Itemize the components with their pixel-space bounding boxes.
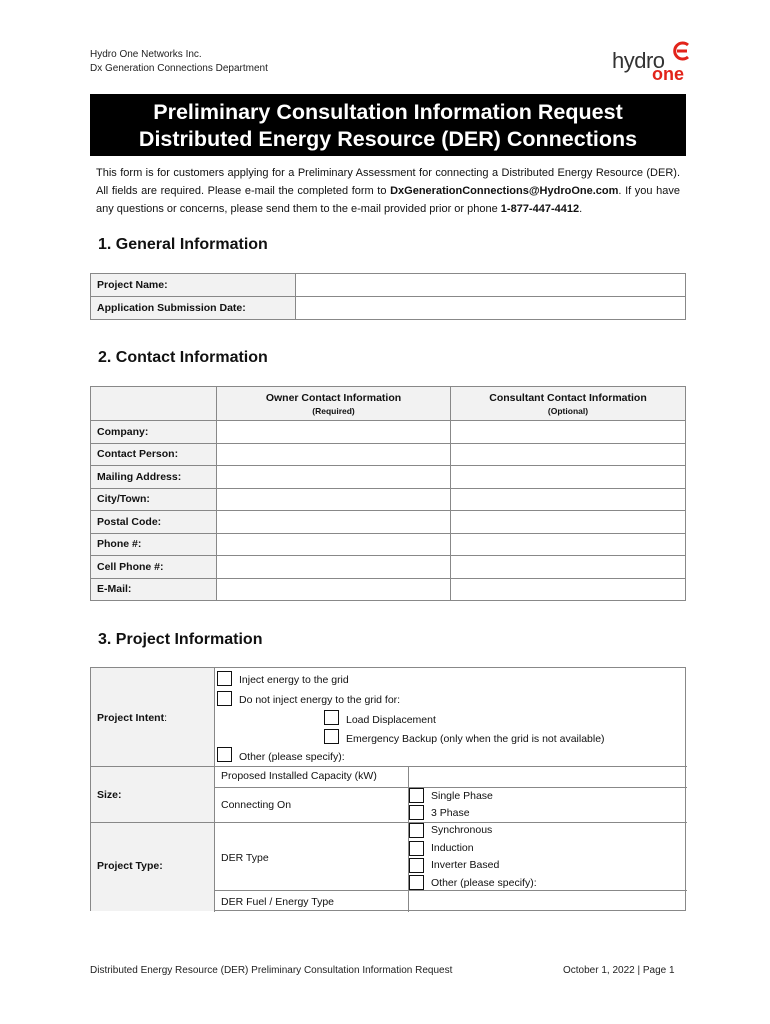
type-other-label: Other (please specify): bbox=[431, 877, 537, 889]
form-title-line2: Distributed Energy Resource (DER) Connections bbox=[138, 127, 638, 151]
table-row bbox=[91, 466, 686, 489]
org-department: Dx Generation Connections Department bbox=[90, 63, 268, 74]
cell-phone-label: Cell Phone #: bbox=[91, 556, 217, 579]
general-information-table bbox=[90, 273, 686, 320]
divider bbox=[214, 668, 215, 912]
organization-header bbox=[90, 48, 268, 76]
section-general-information-title: 1. General Information bbox=[98, 236, 268, 253]
consultant-contact-person-field[interactable] bbox=[451, 443, 686, 466]
owner-contact-person-field[interactable] bbox=[217, 443, 451, 466]
project-type-label: Project Type: bbox=[97, 860, 163, 872]
city-town-label: City/Town: bbox=[91, 488, 217, 511]
load-displacement-label: Load Displacement bbox=[346, 714, 436, 726]
hydro-one-logo bbox=[612, 40, 692, 84]
three-phase-checkbox[interactable] bbox=[409, 805, 424, 820]
emergency-backup-checkbox[interactable] bbox=[324, 729, 339, 744]
submission-date-label: Application Submission Date: bbox=[91, 297, 296, 320]
intro-paragraph bbox=[96, 164, 680, 218]
der-type-label: DER Type bbox=[221, 852, 269, 864]
table-header-row bbox=[91, 387, 686, 421]
owner-email-field[interactable] bbox=[217, 578, 451, 601]
size-label: Size: bbox=[97, 789, 122, 801]
synchronous-checkbox[interactable] bbox=[409, 823, 424, 838]
project-name-field[interactable] bbox=[296, 274, 686, 297]
consultant-mailing-address-field[interactable] bbox=[451, 466, 686, 489]
contact-information-table bbox=[90, 386, 686, 601]
logo-text-one: one bbox=[652, 64, 685, 84]
email-label: E-Mail: bbox=[91, 578, 217, 601]
form-title-line1: Preliminary Consultation Information Request bbox=[153, 100, 623, 124]
owner-company-field[interactable] bbox=[217, 421, 451, 444]
postal-code-label: Postal Code: bbox=[91, 511, 217, 534]
footer-date-page: October 1, 2022 | Page 1 bbox=[563, 965, 675, 976]
table-row bbox=[91, 274, 686, 297]
induction-checkbox[interactable] bbox=[409, 841, 424, 856]
intro-text: This form is for customers applying for a Preliminary Assessment for connecting a Distributed Energy Resource (DER). All fields are required. Please e-mail the completed form to bbox=[96, 167, 680, 197]
inverter-based-checkbox[interactable] bbox=[409, 858, 424, 873]
capacity-field[interactable] bbox=[409, 767, 686, 787]
der-fuel-field[interactable] bbox=[409, 891, 686, 911]
table-row bbox=[91, 511, 686, 534]
synchronous-label: Synchronous bbox=[431, 824, 493, 836]
owner-mailing-address-field[interactable] bbox=[217, 466, 451, 489]
logo-mark-icon bbox=[670, 40, 692, 62]
table-row bbox=[91, 297, 686, 320]
section-contact-information-title: 2. Contact Information bbox=[98, 349, 268, 366]
consultant-city-field[interactable] bbox=[451, 488, 686, 511]
table-row bbox=[91, 488, 686, 511]
intro-text-3: . bbox=[579, 203, 583, 215]
contact-email-link[interactable]: DxGenerationConnections@HydroOne.com bbox=[390, 185, 619, 197]
no-inject-energy-checkbox[interactable] bbox=[217, 691, 232, 706]
table-row bbox=[91, 443, 686, 466]
emergency-backup-label: Emergency Backup (only when the grid is not available) bbox=[346, 733, 605, 745]
capacity-label: Proposed Installed Capacity (kW) bbox=[221, 770, 377, 782]
intent-other-label: Other (please specify): bbox=[239, 751, 345, 763]
consultant-company-field[interactable] bbox=[451, 421, 686, 444]
form-title-banner bbox=[90, 94, 686, 156]
consultant-cell-phone-field[interactable] bbox=[451, 556, 686, 579]
inject-energy-checkbox[interactable] bbox=[217, 671, 232, 686]
table-row bbox=[91, 556, 686, 579]
consultant-contact-header bbox=[451, 387, 686, 421]
project-name-label: Project Name: bbox=[91, 274, 296, 297]
no-inject-energy-label: Do not inject energy to the grid for: bbox=[239, 694, 401, 706]
type-other-checkbox[interactable] bbox=[409, 875, 424, 890]
project-information-table bbox=[90, 667, 686, 911]
contact-phone: 1-877-447-4412 bbox=[500, 203, 580, 215]
company-label: Company: bbox=[91, 421, 217, 444]
der-fuel-label: DER Fuel / Energy Type bbox=[221, 896, 335, 908]
divider bbox=[214, 787, 687, 788]
consultant-email-field[interactable] bbox=[451, 578, 686, 601]
intro-text-2: . If you have any questions or concerns, please send them to the e-mail provided prior or phone bbox=[96, 185, 680, 215]
owner-cell-phone-field[interactable] bbox=[217, 556, 451, 579]
org-name: Hydro One Networks Inc. bbox=[90, 49, 202, 60]
table-row bbox=[91, 578, 686, 601]
induction-label: Induction bbox=[431, 842, 474, 854]
section-project-information-title: 3. Project Information bbox=[98, 631, 263, 648]
project-intent-label: Project Intent: bbox=[97, 712, 168, 724]
owner-contact-title: Owner Contact Information bbox=[265, 391, 402, 404]
connecting-on-label: Connecting On bbox=[221, 799, 292, 811]
header-blank-cell bbox=[91, 387, 217, 421]
mailing-address-label: Mailing Address: bbox=[91, 466, 217, 489]
table-row bbox=[91, 533, 686, 556]
single-phase-checkbox[interactable] bbox=[409, 788, 424, 803]
submission-date-field[interactable] bbox=[296, 297, 686, 320]
intent-other-checkbox[interactable] bbox=[217, 747, 232, 762]
consultant-phone-field[interactable] bbox=[451, 533, 686, 556]
owner-contact-required: (Required) bbox=[312, 405, 355, 416]
owner-city-field[interactable] bbox=[217, 488, 451, 511]
single-phase-label: Single Phase bbox=[431, 790, 493, 802]
owner-phone-field[interactable] bbox=[217, 533, 451, 556]
consultant-postal-code-field[interactable] bbox=[451, 511, 686, 534]
inject-energy-label: Inject energy to the grid bbox=[239, 674, 349, 686]
divider bbox=[91, 822, 687, 823]
footer-document-title: Distributed Energy Resource (DER) Preliminary Consultation Information Request bbox=[90, 965, 453, 976]
load-displacement-checkbox[interactable] bbox=[324, 710, 339, 725]
consultant-contact-optional: (Optional) bbox=[547, 405, 589, 416]
three-phase-label: 3 Phase bbox=[431, 807, 470, 819]
consultant-contact-title: Consultant Contact Information bbox=[489, 391, 647, 404]
inverter-based-label: Inverter Based bbox=[431, 859, 500, 871]
table-row bbox=[91, 421, 686, 444]
contact-person-label: Contact Person: bbox=[91, 443, 217, 466]
owner-contact-header bbox=[217, 387, 451, 421]
phone-label: Phone #: bbox=[91, 533, 217, 556]
owner-postal-code-field[interactable] bbox=[217, 511, 451, 534]
logo-text-hydro: hydro bbox=[612, 48, 665, 73]
